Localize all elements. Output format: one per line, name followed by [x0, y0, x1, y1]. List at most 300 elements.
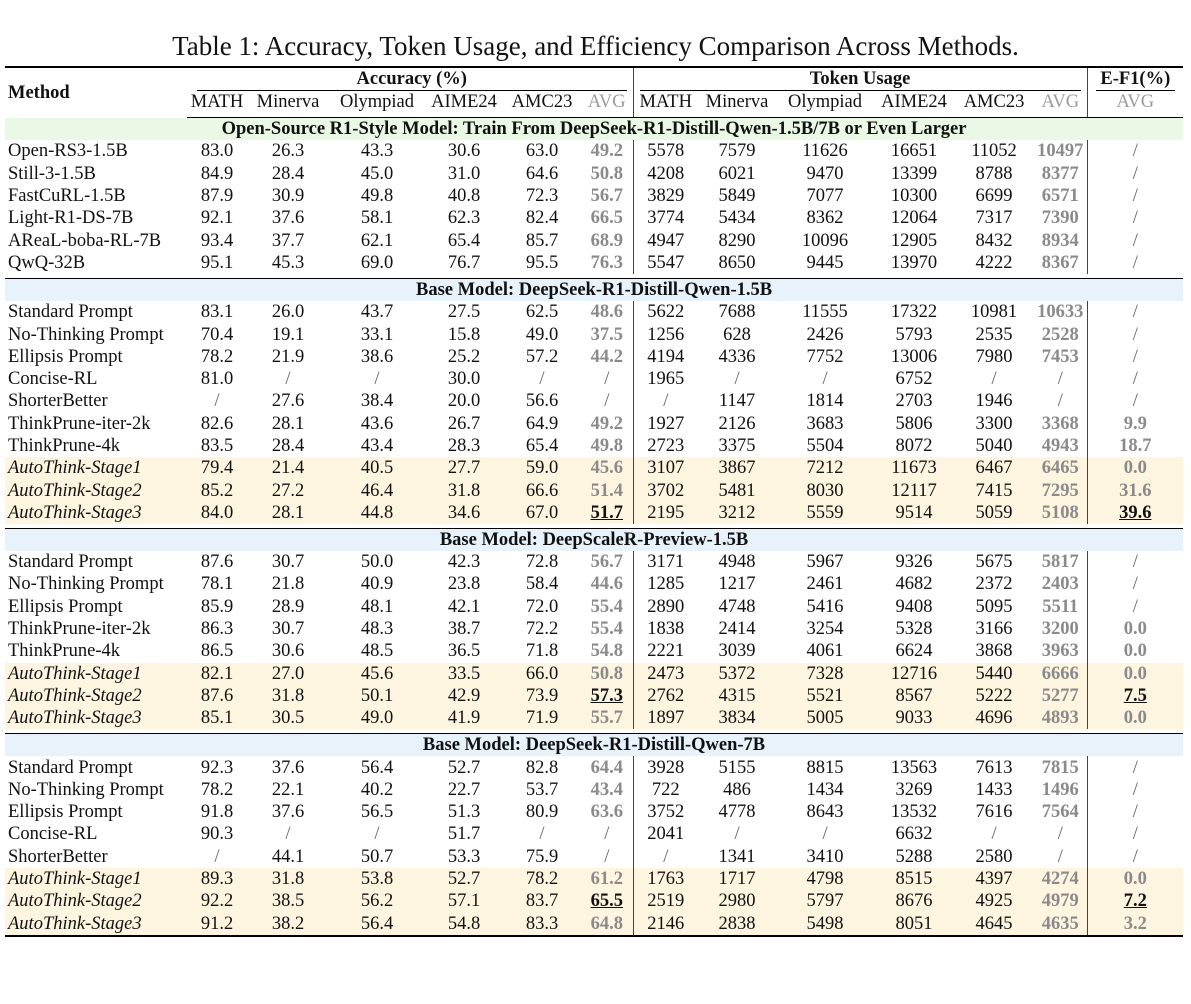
- acc-cell: 72.3: [525, 186, 559, 207]
- acc-cell: 82.8: [525, 757, 559, 778]
- token-avg-cell: 5277: [1034, 685, 1087, 707]
- token-cell: 5504: [806, 436, 844, 456]
- acc-cell: 65.4: [447, 230, 481, 251]
- token-cell: 5155: [718, 757, 756, 778]
- token-cell: 2146: [633, 913, 698, 936]
- acc-avg-cell: 61.2: [581, 868, 633, 890]
- token-cell: 5059: [954, 502, 1034, 524]
- ef1-cell: 0.0: [1087, 457, 1183, 479]
- acc-cell: 58.1: [360, 208, 394, 229]
- acc-cell: 79.4: [187, 457, 247, 479]
- ef1-cell: /: [1132, 302, 1138, 323]
- acc-avg-cell: /: [581, 823, 633, 845]
- token-cell: 2535: [975, 324, 1013, 345]
- acc-cell: 71.8: [525, 641, 559, 662]
- method-cell: AutoThink-Stage3: [5, 913, 187, 936]
- ef1-cell: 3.2: [1087, 913, 1183, 936]
- acc-cell: 85.2: [187, 479, 247, 501]
- table-row: [5, 301, 1183, 323]
- acc-cell: /: [285, 824, 291, 845]
- token-cell: 4696: [954, 707, 1034, 729]
- acc-cell: 31.8: [247, 868, 329, 890]
- token-col-header: AMC23: [954, 91, 1034, 118]
- token-cell: 6021: [718, 163, 756, 184]
- acc-cell: 30.7: [271, 552, 305, 573]
- token-cell: 10300: [890, 186, 938, 207]
- token-avg-cell: 8377: [1034, 163, 1087, 185]
- acc-avg-cell: /: [581, 390, 633, 412]
- token-cell: 8643: [806, 802, 844, 823]
- token-avg-cell: 3368: [1034, 413, 1087, 435]
- acc-cell: 52.7: [425, 868, 503, 890]
- method-cell: Light-R1-DS-7B: [8, 208, 134, 229]
- method-cell: AutoThink-Stage2: [5, 685, 187, 707]
- token-cell: 7980: [975, 346, 1013, 367]
- acc-cell: 62.1: [360, 230, 394, 251]
- token-avg-cell: 2528: [1034, 323, 1087, 345]
- acc-avg-cell: 68.9: [581, 229, 633, 251]
- table-row: [5, 368, 1183, 390]
- token-cell: 1897: [633, 707, 698, 729]
- acc-cell: 26.7: [447, 413, 481, 434]
- acc-cell: 78.2: [200, 346, 234, 367]
- acc-cell: 53.8: [329, 868, 425, 890]
- table-row: [5, 185, 1183, 207]
- acc-cell: 57.2: [525, 346, 559, 367]
- token-avg-cell: /: [1034, 846, 1087, 868]
- ef1-cell: 0.0: [1087, 868, 1183, 890]
- token-cell: 4222: [975, 252, 1013, 273]
- acc-avg-cell: 63.6: [581, 801, 633, 823]
- token-cell: 6699: [975, 186, 1013, 207]
- token-cell: 8051: [874, 913, 954, 936]
- acc-cell: 89.3: [187, 868, 247, 890]
- acc-cell: 64.9: [525, 413, 559, 434]
- token-cell: 16651: [890, 141, 938, 162]
- acc-cell: /: [214, 391, 220, 412]
- token-avg-cell: 8367: [1034, 252, 1087, 274]
- token-cell: 1147: [718, 391, 756, 412]
- table-row: [5, 640, 1183, 662]
- token-cell: 13399: [890, 163, 938, 184]
- token-cell: 3752: [647, 802, 685, 823]
- token-cell: 4948: [718, 552, 756, 573]
- token-cell: 5967: [806, 552, 844, 573]
- token-cell: 7212: [776, 457, 874, 479]
- acc-cell: 72.2: [525, 619, 559, 640]
- token-cell: 4778: [718, 802, 756, 823]
- token-cell: 10981: [970, 302, 1018, 323]
- method-cell: FastCuRL-1.5B: [8, 186, 126, 207]
- acc-avg-cell: 55.4: [581, 618, 633, 640]
- table-row: [5, 413, 1183, 435]
- method-cell: ThinkPrune-iter-2k: [8, 413, 151, 434]
- ef1-cell: /: [1132, 346, 1138, 367]
- token-cell: 5578: [647, 141, 685, 162]
- token-col-header: AIME24: [874, 91, 954, 118]
- token-avg-cell: 5817: [1034, 551, 1087, 573]
- section-header-row: [5, 279, 1183, 302]
- acc-cell: 48.1: [360, 596, 394, 617]
- token-cell: 5005: [776, 707, 874, 729]
- table-row: [5, 868, 1183, 890]
- ef1-cell: /: [1132, 757, 1138, 778]
- acc-cell: 22.1: [271, 779, 305, 800]
- token-cell: 5521: [776, 685, 874, 707]
- token-cell: 9470: [806, 163, 844, 184]
- acc-cell: 42.3: [447, 552, 481, 573]
- token-cell: 5440: [954, 663, 1034, 685]
- table-body: [5, 118, 1183, 936]
- acc-cell: 65.4: [525, 436, 559, 456]
- token-avg-cell: 4635: [1034, 913, 1087, 936]
- method-cell: Concise-RL: [8, 824, 98, 845]
- acc-avg-cell: 76.3: [581, 252, 633, 274]
- token-cell: 2838: [698, 913, 776, 936]
- ef1-cell: /: [1132, 846, 1138, 867]
- token-avg-cell: 4979: [1034, 890, 1087, 912]
- token-cell: 7328: [776, 663, 874, 685]
- acc-cell: 34.6: [425, 502, 503, 524]
- acc-cell: 67.0: [503, 502, 581, 524]
- acc-cell: 58.4: [525, 574, 559, 595]
- section-title: Base Model: DeepScaleR-Preview-1.5B: [5, 529, 1183, 552]
- token-avg-cell: 2403: [1034, 573, 1087, 595]
- acc-cell: 62.3: [447, 208, 481, 229]
- acc-cell: 38.7: [447, 619, 481, 640]
- token-cell: 8815: [806, 757, 844, 778]
- acc-cell: 63.0: [525, 141, 559, 162]
- acc-cell: 69.0: [360, 252, 394, 273]
- token-cell: 5095: [975, 596, 1013, 617]
- token-cell: 7077: [806, 186, 844, 207]
- token-cell: 12905: [890, 230, 938, 251]
- acc-avg-cell: /: [581, 368, 633, 390]
- token-cell: 1927: [647, 413, 685, 434]
- token-cell: 5416: [806, 596, 844, 617]
- acc-cell: 83.7: [503, 890, 581, 912]
- token-avg-cell: 6666: [1034, 663, 1087, 685]
- acc-cell: /: [539, 824, 545, 845]
- acc-cell: 85.1: [187, 707, 247, 729]
- acc-cell: 37.7: [271, 230, 305, 251]
- acc-cell: 86.3: [200, 619, 234, 640]
- token-cell: 6632: [895, 824, 933, 845]
- token-cell: 5622: [647, 302, 685, 323]
- acc-cell: 30.0: [447, 369, 481, 390]
- acc-cell: 26.3: [271, 141, 305, 162]
- method-cell: ThinkPrune-iter-2k: [8, 619, 151, 640]
- acc-cell: 38.6: [360, 346, 394, 367]
- acc-cell: 70.4: [200, 324, 234, 345]
- table-row: [5, 890, 1183, 912]
- token-cell: /: [663, 391, 669, 412]
- acc-cell: 23.8: [447, 574, 481, 595]
- token-cell: 6467: [954, 457, 1034, 479]
- token-avg-cell: 7453: [1034, 346, 1087, 368]
- method-cell: ThinkPrune-4k: [8, 436, 121, 456]
- acc-cell: 76.7: [447, 252, 481, 273]
- ef1-cell: 7.2: [1087, 890, 1183, 912]
- acc-cell: 87.9: [200, 186, 234, 207]
- acc-cell: 28.1: [271, 413, 305, 434]
- acc-cell: 48.3: [360, 619, 394, 640]
- acc-avg-cell: 64.8: [581, 913, 633, 936]
- token-avg-cell: /: [1034, 823, 1087, 845]
- acc-cell: 87.6: [200, 552, 234, 573]
- acc-col-header: AMC23: [503, 91, 581, 118]
- token-cell: 4798: [776, 868, 874, 890]
- method-cell: Standard Prompt: [8, 757, 133, 778]
- table-row: [5, 685, 1183, 707]
- acc-avg-cell: 51.4: [581, 479, 633, 501]
- acc-cell: 91.8: [200, 802, 234, 823]
- token-cell: 4336: [718, 346, 756, 367]
- table-caption: Table 1: Accuracy, Token Usage, and Efficiency Comparison Across Methods.: [172, 31, 1019, 61]
- token-cell: 6624: [895, 641, 933, 662]
- token-avg-cell: 7390: [1034, 207, 1087, 229]
- acc-cell: 28.4: [271, 436, 305, 456]
- acc-cell: 56.5: [360, 802, 394, 823]
- token-cell: 3774: [647, 208, 685, 229]
- token-cell: 8290: [718, 230, 756, 251]
- method-cell: Standard Prompt: [8, 552, 133, 573]
- method-cell: No-Thinking Prompt: [8, 574, 164, 595]
- token-cell: 4397: [954, 868, 1034, 890]
- ef1-cell: /: [1132, 324, 1138, 345]
- acc-cell: 52.7: [447, 757, 481, 778]
- token-cell: 9326: [895, 552, 933, 573]
- table-row: [5, 163, 1183, 185]
- acc-cell: 21.4: [247, 457, 329, 479]
- token-cell: 5797: [776, 890, 874, 912]
- section-header-row: [5, 118, 1183, 141]
- acc-cell: 92.2: [187, 890, 247, 912]
- acc-cell: 41.9: [425, 707, 503, 729]
- token-avg-cell: 1496: [1034, 779, 1087, 801]
- table-row: [5, 551, 1183, 573]
- token-cell: 2519: [633, 890, 698, 912]
- acc-cell: 80.9: [525, 802, 559, 823]
- table-row: [5, 596, 1183, 618]
- method-cell: Ellipsis Prompt: [8, 596, 123, 617]
- token-cell: 5849: [718, 186, 756, 207]
- ef1-cell: /: [1132, 779, 1138, 800]
- acc-cell: 45.6: [329, 663, 425, 685]
- token-cell: 4061: [806, 641, 844, 662]
- acc-cell: 83.1: [200, 302, 234, 323]
- token-cell: 4208: [647, 163, 685, 184]
- acc-cell: 81.0: [200, 369, 234, 390]
- table-row: [5, 707, 1183, 729]
- token-cell: 8515: [874, 868, 954, 890]
- acc-cell: 42.1: [447, 596, 481, 617]
- acc-cell: 27.7: [425, 457, 503, 479]
- acc-cell: 90.3: [200, 824, 234, 845]
- acc-cell: 28.9: [271, 596, 305, 617]
- acc-cell: 82.1: [187, 663, 247, 685]
- ef1-cell: /: [1132, 574, 1138, 595]
- token-avg-cell: 7295: [1034, 479, 1087, 501]
- token-cell: 3829: [647, 186, 685, 207]
- token-group-header: [633, 67, 1087, 91]
- token-cell: 3702: [633, 479, 698, 501]
- token-cell: 11555: [802, 302, 848, 323]
- table-header: [5, 67, 1183, 118]
- token-cell: 4645: [954, 913, 1034, 936]
- token-cell: 5434: [718, 208, 756, 229]
- ef1-group-label: E-F1(%): [1096, 68, 1176, 91]
- token-avg-cell: 4274: [1034, 868, 1087, 890]
- acc-cell: 49.8: [360, 186, 394, 207]
- ef1-cell: /: [1132, 552, 1138, 573]
- ef1-cell: /: [1132, 163, 1138, 184]
- token-cell: 1763: [633, 868, 698, 890]
- acc-cell: 50.1: [329, 685, 425, 707]
- acc-cell: 30.6: [271, 641, 305, 662]
- token-group-label: Token Usage: [640, 68, 1081, 91]
- acc-cell: 38.2: [247, 913, 329, 936]
- token-cell: 11673: [874, 457, 954, 479]
- acc-cell: 19.1: [271, 324, 305, 345]
- token-cell: 3928: [647, 757, 685, 778]
- token-avg-cell: 4943: [1034, 435, 1087, 457]
- acc-cell: 83.0: [200, 141, 234, 162]
- token-cell: 8650: [718, 252, 756, 273]
- token-cell: 3269: [895, 779, 933, 800]
- acc-cell: 37.6: [271, 757, 305, 778]
- table-row: [5, 252, 1183, 274]
- token-cell: 3867: [698, 457, 776, 479]
- method-cell: QwQ-32B: [8, 252, 86, 273]
- token-cell: /: [734, 369, 740, 390]
- acc-cell: 40.5: [329, 457, 425, 479]
- token-cell: 4682: [895, 574, 933, 595]
- acc-cell: 95.5: [525, 252, 559, 273]
- acc-cell: 30.7: [271, 619, 305, 640]
- token-cell: 5481: [698, 479, 776, 501]
- token-cell: 2762: [633, 685, 698, 707]
- token-cell: 10096: [801, 230, 849, 251]
- ef1-cell: 31.6: [1087, 479, 1183, 501]
- token-avg-cell: 7564: [1034, 801, 1087, 823]
- token-cell: 3683: [806, 413, 844, 434]
- acc-cell: 30.5: [247, 707, 329, 729]
- token-cell: 11052: [971, 141, 1017, 162]
- token-cell: 3171: [647, 552, 685, 573]
- acc-avg-cell: 43.4: [581, 779, 633, 801]
- token-cell: 17322: [890, 302, 938, 323]
- acc-cell: 43.6: [360, 413, 394, 434]
- token-cell: 8072: [895, 436, 933, 456]
- token-avg-cell: 4893: [1034, 707, 1087, 729]
- token-cell: 5222: [954, 685, 1034, 707]
- token-cell: 2195: [633, 502, 698, 524]
- ef1-col-header: AVG: [1087, 91, 1183, 118]
- acc-cell: 20.0: [447, 391, 481, 412]
- token-cell: 7579: [718, 141, 756, 162]
- acc-cell: 82.4: [525, 208, 559, 229]
- table-row: [5, 801, 1183, 823]
- table-row: [5, 618, 1183, 640]
- acc-avg-cell: 50.8: [581, 163, 633, 185]
- ef1-cell: /: [1132, 230, 1138, 251]
- token-cell: 1285: [647, 574, 685, 595]
- table-row: [5, 502, 1183, 524]
- acc-cell: 30.9: [271, 186, 305, 207]
- token-cell: 12064: [890, 208, 938, 229]
- table-row: [5, 779, 1183, 801]
- token-cell: 8567: [874, 685, 954, 707]
- ef1-cell: 7.5: [1087, 685, 1183, 707]
- token-cell: 3375: [718, 436, 756, 456]
- token-cell: 2473: [633, 663, 698, 685]
- ef1-group-header: [1087, 67, 1183, 91]
- token-cell: 8788: [975, 163, 1013, 184]
- method-cell: AutoThink-Stage3: [5, 502, 187, 524]
- table-row: [5, 140, 1183, 162]
- acc-cell: 56.2: [329, 890, 425, 912]
- acc-cell: 28.4: [271, 163, 305, 184]
- acc-col-header: Minerva: [247, 91, 329, 118]
- token-cell: 4748: [718, 596, 756, 617]
- token-cell: 1217: [718, 574, 756, 595]
- acc-avg-cell: 48.6: [581, 301, 633, 323]
- token-avg-cell: 5108: [1034, 502, 1087, 524]
- token-cell: 2723: [647, 436, 685, 456]
- acc-avg-cell: 45.6: [581, 457, 633, 479]
- method-header: Method: [8, 82, 70, 103]
- acc-cell: 54.8: [425, 913, 503, 936]
- token-cell: 2580: [975, 846, 1013, 867]
- token-cell: 1965: [647, 369, 685, 390]
- acc-cell: /: [374, 824, 380, 845]
- token-cell: 4925: [954, 890, 1034, 912]
- acc-cell: /: [374, 369, 380, 390]
- acc-cell: 42.9: [425, 685, 503, 707]
- acc-cell: 30.6: [447, 141, 481, 162]
- acc-cell: 27.2: [247, 479, 329, 501]
- token-avg-cell: 7815: [1034, 756, 1087, 778]
- token-cell: /: [822, 369, 828, 390]
- ef1-cell: 0.0: [1123, 641, 1147, 662]
- acc-cell: 66.6: [503, 479, 581, 501]
- token-cell: 5793: [895, 324, 933, 345]
- token-cell: /: [991, 824, 997, 845]
- acc-cell: 38.5: [247, 890, 329, 912]
- acc-avg-cell: 49.2: [581, 140, 633, 162]
- method-cell: AutoThink-Stage3: [5, 707, 187, 729]
- table-row: [5, 207, 1183, 229]
- token-cell: 4315: [698, 685, 776, 707]
- acc-avg-cell: 44.6: [581, 573, 633, 595]
- acc-avg-cell: 51.7: [581, 502, 633, 524]
- method-cell: AutoThink-Stage1: [5, 457, 187, 479]
- acc-avg-cell: 55.4: [581, 596, 633, 618]
- token-cell: 1341: [718, 846, 756, 867]
- ef1-cell: /: [1132, 802, 1138, 823]
- token-cell: 7616: [975, 802, 1013, 823]
- token-cell: /: [734, 824, 740, 845]
- token-cell: 1717: [698, 868, 776, 890]
- token-cell: 722: [651, 779, 680, 800]
- table-row: [5, 390, 1183, 412]
- acc-cell: 21.9: [271, 346, 305, 367]
- token-cell: 5328: [895, 619, 933, 640]
- ef1-cell: /: [1132, 596, 1138, 617]
- token-cell: 13532: [890, 802, 938, 823]
- token-avg-cell: 10497: [1034, 140, 1087, 162]
